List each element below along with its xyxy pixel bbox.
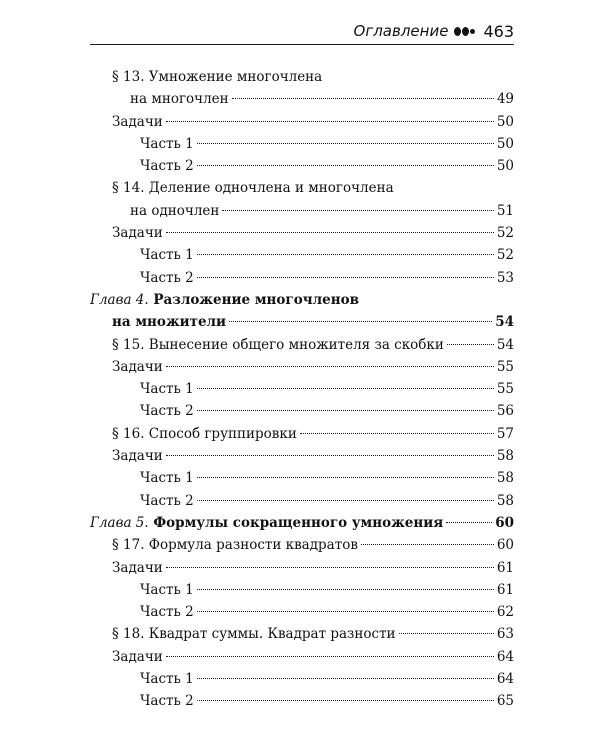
toc-entry-text: Задачи: [112, 113, 163, 130]
toc-entry-title: [112, 445, 163, 467]
toc-page-number: 56: [496, 403, 514, 420]
toc-entry-line: [112, 646, 514, 668]
toc-entry-line: [140, 378, 514, 400]
toc-page-number: 62: [496, 604, 514, 621]
toc-page-number: 53: [496, 269, 514, 286]
toc-entry-tasks: [90, 222, 514, 244]
dot-leader: [222, 210, 493, 211]
toc-entry-title: [112, 557, 163, 579]
toc-entry-line: [112, 623, 514, 645]
toc-entry-title: [112, 423, 297, 445]
toc-page-number: 58: [496, 470, 514, 487]
toc-entry-title: [140, 155, 194, 177]
toc-entry-part: [90, 601, 514, 623]
dot-leader: [166, 567, 494, 568]
header-dots-icon: [454, 27, 475, 36]
toc-entry-title: [112, 177, 394, 199]
toc-entry-text: § 15. Вынесение общего множителя за скобки: [112, 336, 444, 353]
toc-page-number: 60: [495, 514, 514, 531]
dot-leader: [166, 366, 494, 367]
toc-entry-part: [90, 467, 514, 489]
toc-entry-title: [112, 646, 163, 668]
toc-entry-title: [140, 668, 194, 690]
running-header: [90, 18, 514, 45]
toc-entry-chapter: [90, 289, 514, 334]
toc-entry-title: [140, 490, 194, 512]
toc-entry-part: [90, 690, 514, 712]
toc-entry-tasks: [90, 356, 514, 378]
dot-leader: [361, 544, 494, 545]
toc-page-number: 65: [496, 693, 514, 710]
dot-leader: [197, 500, 494, 501]
toc-entry-line: [112, 356, 514, 378]
dot-leader: [229, 321, 492, 322]
toc-entry-line: [140, 668, 514, 690]
toc-page-number: 64: [496, 648, 514, 665]
toc-entry-line: [140, 579, 514, 601]
toc-page-number: 52: [496, 247, 514, 264]
toc-entry-text: Часть 2: [140, 158, 194, 175]
toc-page-number: 58: [496, 448, 514, 465]
toc-entry-text: на одночлен: [130, 202, 220, 219]
toc-entry-section: [90, 534, 514, 556]
toc-entry-text: Часть 2: [140, 693, 194, 710]
toc-entry-line: [112, 111, 514, 133]
toc-entry-line: [90, 512, 514, 534]
toc-entry-line: [140, 490, 514, 512]
dot-leader: [197, 700, 494, 701]
toc-entry-text: Задачи: [112, 448, 163, 465]
toc-page-number: 50: [496, 113, 514, 130]
toc-entry-part: [90, 155, 514, 177]
dot-leader: [232, 98, 494, 99]
toc-entry-text: Часть 1: [140, 671, 194, 688]
toc-entry-line: [112, 88, 514, 110]
toc-entry-title: [112, 334, 444, 356]
toc-page-number: 63: [496, 626, 514, 643]
toc-entry-text: Часть 2: [140, 269, 194, 286]
dot-leader: [166, 121, 494, 122]
dot-leader: [197, 254, 494, 255]
toc-entry-text: § 16. Способ группировки: [112, 425, 297, 442]
toc-entry-text: Часть 1: [140, 135, 194, 152]
toc-page-number: 60: [496, 537, 514, 554]
toc-entry-line: [112, 423, 514, 445]
toc-page-number: 50: [496, 158, 514, 175]
toc-entry-line: [112, 445, 514, 467]
toc-page-number: 50: [496, 135, 514, 152]
toc-entry-line: [140, 133, 514, 155]
toc-page-number: 61: [496, 559, 514, 576]
toc-entry-line: [140, 467, 514, 489]
toc-entry-title: [140, 133, 194, 155]
chapter-label: Глава 4.: [90, 291, 149, 308]
toc-page-number: 51: [496, 202, 514, 219]
toc-entry-line: [140, 155, 514, 177]
toc-entry-text: на множители: [112, 314, 227, 331]
toc-entry-title: [112, 534, 358, 556]
toc-entry-text: § 13. Умножение многочлена: [112, 69, 323, 85]
toc-entry-text: Задачи: [112, 559, 163, 576]
toc-page-number: 54: [495, 314, 514, 331]
toc-entry-title: [112, 66, 322, 88]
toc-entry-line: [112, 177, 514, 199]
dot-leader: [197, 678, 494, 679]
dot-leader: [197, 410, 494, 411]
toc-entry-title: [90, 512, 443, 534]
toc-entry-line: [112, 534, 514, 556]
toc-page-number: 55: [496, 358, 514, 375]
toc-entry-text: Разложение многочленов: [153, 291, 359, 308]
dot-leader: [446, 522, 492, 523]
toc-entry-text: Часть 2: [140, 403, 194, 420]
toc-entry-part: [90, 668, 514, 690]
toc-entry-tasks: [90, 557, 514, 579]
toc-entry-title: [112, 623, 396, 645]
dot-leader: [447, 344, 494, 345]
toc-entry-section: [90, 623, 514, 645]
toc-entry-tasks: [90, 646, 514, 668]
toc-entry-part: [90, 244, 514, 266]
toc-entry-part: [90, 378, 514, 400]
toc-entry-text: Формулы сокращенного умножения: [153, 514, 444, 531]
toc-entry-part: [90, 133, 514, 155]
toc-page-number: 57: [496, 425, 514, 442]
toc-entry-part: [90, 267, 514, 289]
toc-entry-part: [90, 400, 514, 422]
dot-leader: [166, 232, 494, 233]
toc-page-number: 52: [496, 225, 514, 242]
toc-entry-part: [90, 490, 514, 512]
toc-entry-line: [140, 267, 514, 289]
toc-entry-line: [140, 400, 514, 422]
toc-entry-title: [140, 690, 194, 712]
toc-entry-section: [90, 177, 514, 222]
dot-leader: [166, 656, 494, 657]
toc-entry-line: [140, 601, 514, 623]
dot-leader: [300, 433, 494, 434]
toc-entry-text: Часть 1: [140, 381, 194, 398]
toc-entry-part: [90, 579, 514, 601]
toc-entry-title: [130, 200, 219, 222]
dot-leader: [197, 165, 494, 166]
dot-leader: [197, 143, 494, 144]
toc-page-number: 61: [496, 581, 514, 598]
toc-entry-line: [90, 311, 514, 333]
dot-leader: [197, 611, 494, 612]
toc-entry-section: [90, 334, 514, 356]
dot-leader: [166, 455, 494, 456]
toc-entry-line: [112, 200, 514, 222]
table-of-contents: [90, 66, 514, 713]
toc-entry-title: [140, 467, 194, 489]
header-page-number: 463: [483, 21, 514, 41]
header-title: Оглавление: [353, 22, 449, 40]
toc-entry-text: Задачи: [112, 225, 163, 242]
toc-entry-title: [140, 267, 194, 289]
toc-page-number: 55: [496, 381, 514, 398]
toc-entry-title: [140, 378, 194, 400]
toc-page-number: 64: [496, 671, 514, 688]
toc-entry-title: [90, 289, 359, 311]
toc-entry-text: Часть 2: [140, 492, 194, 509]
toc-entry-title: [130, 88, 229, 110]
toc-entry-line: [140, 690, 514, 712]
toc-page-number: 54: [496, 336, 514, 353]
toc-entry-section: [90, 423, 514, 445]
toc-entry-text: Часть 1: [140, 247, 194, 264]
toc-entry-chapter: [90, 512, 514, 534]
toc-entry-title: [140, 244, 194, 266]
toc-entry-text: Часть 1: [140, 581, 194, 598]
toc-entry-text: § 17. Формула разности квадратов: [112, 537, 358, 554]
toc-entry-title: [112, 311, 226, 333]
dot-leader: [197, 477, 494, 478]
toc-entry-line: [112, 222, 514, 244]
toc-entry-title: [112, 111, 163, 133]
toc-entry-line: [90, 289, 514, 311]
toc-entry-text: § 18. Квадрат суммы. Квадрат разности: [112, 626, 396, 643]
toc-entry-line: [112, 557, 514, 579]
dot-leader: [197, 388, 494, 389]
toc-entry-line: [112, 334, 514, 356]
toc-entry-text: Часть 1: [140, 470, 194, 487]
toc-page-number: 49: [496, 91, 514, 108]
toc-entry-title: [140, 601, 194, 623]
toc-entry-text: на многочлен: [130, 91, 229, 108]
toc-entry-text: Задачи: [112, 358, 163, 375]
dot-leader: [197, 589, 494, 590]
toc-entry-tasks: [90, 111, 514, 133]
toc-entry-title: [140, 400, 194, 422]
toc-entry-text: § 14. Деление одночлена и многочлена: [112, 180, 394, 197]
toc-entry-section: [90, 66, 514, 111]
chapter-label: Глава 5.: [90, 514, 149, 531]
toc-entry-tasks: [90, 445, 514, 467]
toc-page-number: 58: [496, 492, 514, 509]
toc-entry-line: [140, 244, 514, 266]
toc-entry-title: [140, 579, 194, 601]
dot-leader: [399, 633, 494, 634]
dot-leader: [197, 277, 494, 278]
toc-entry-text: Часть 2: [140, 604, 194, 621]
toc-entry-line: [112, 66, 514, 88]
toc-entry-title: [112, 222, 163, 244]
toc-entry-title: [112, 356, 163, 378]
toc-entry-text: Задачи: [112, 648, 163, 665]
